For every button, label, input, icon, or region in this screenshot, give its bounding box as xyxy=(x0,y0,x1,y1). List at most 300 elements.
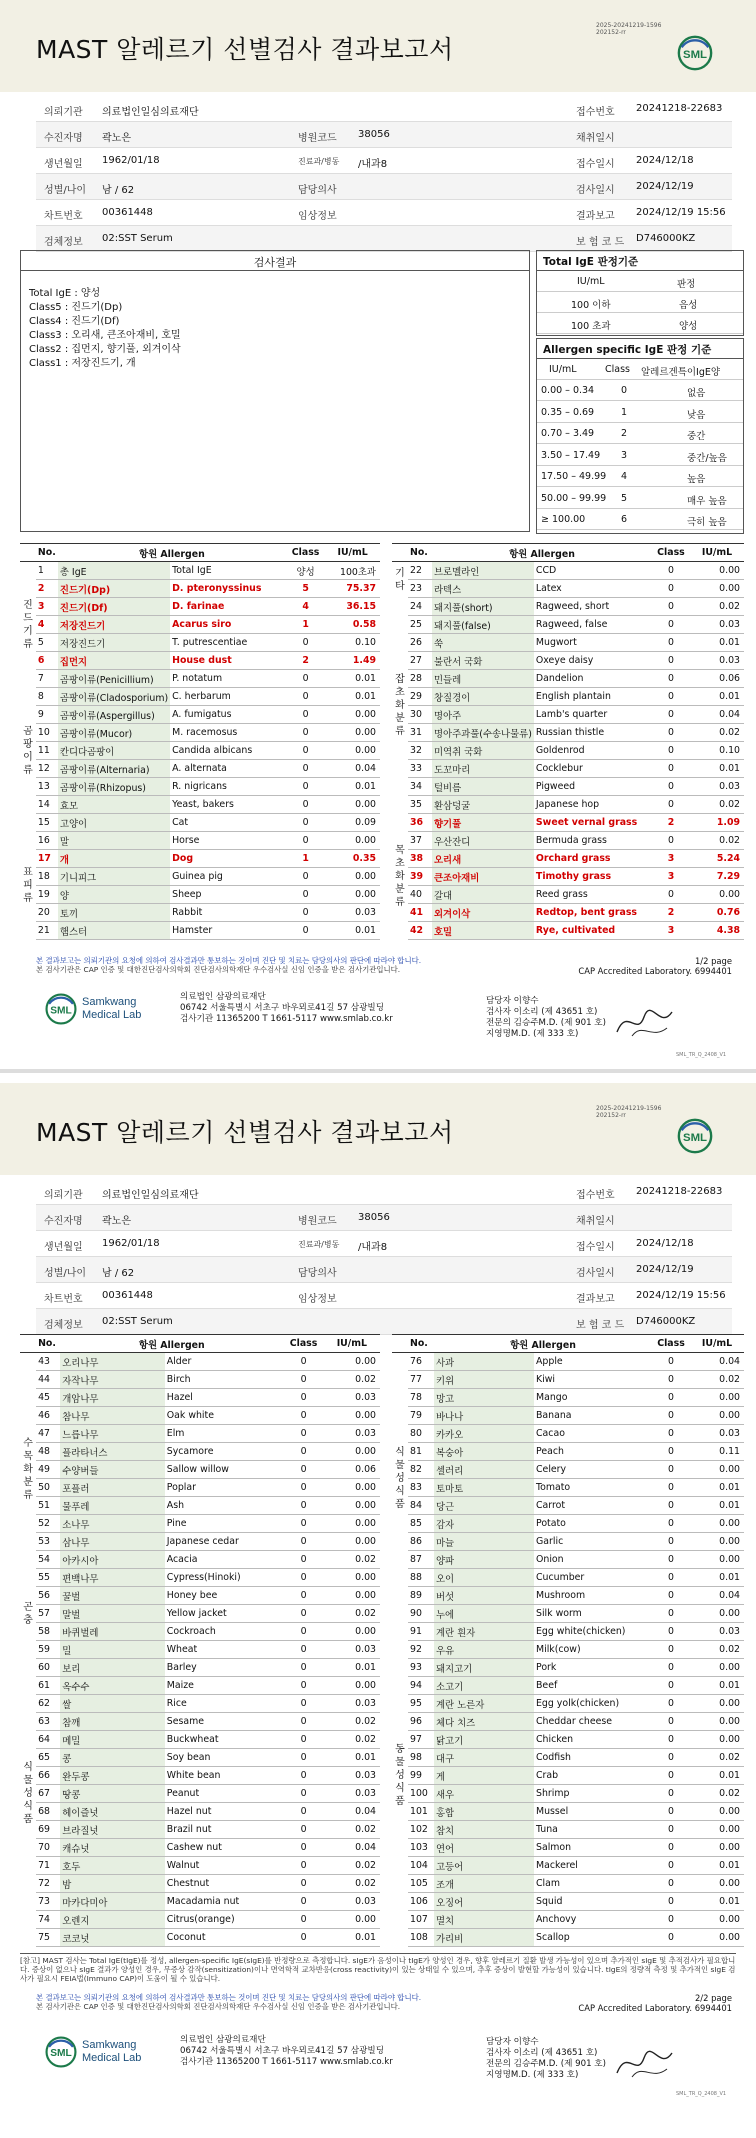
row-iu: 36.15 xyxy=(325,598,380,616)
row-class: 0 xyxy=(283,1533,323,1551)
row-korean-name: 참깨 xyxy=(60,1713,165,1731)
row-english-name: Reed grass xyxy=(534,886,652,904)
signature-icon xyxy=(612,2043,682,2083)
row-iu: 0.00 xyxy=(325,724,380,742)
row-class: 0 xyxy=(283,1461,323,1479)
row-iu: 0.04 xyxy=(324,1839,380,1857)
total-ige-criteria-box xyxy=(536,250,744,336)
row-class: 0 xyxy=(652,1371,690,1389)
row-no: 89 xyxy=(408,1587,434,1605)
specific-ige-row-cell: 매우 높음 xyxy=(687,495,727,507)
row-no: 75 xyxy=(36,1929,60,1947)
row-class: 0 xyxy=(286,886,325,904)
result-line: Class3 : 오리새, 큰조아재비, 호밀 xyxy=(29,330,181,341)
row-no: 106 xyxy=(408,1893,434,1911)
row-iu: 0.00 xyxy=(690,1731,744,1749)
row-no: 64 xyxy=(36,1731,60,1749)
row-class: 0 xyxy=(283,1713,323,1731)
row-english-name: Crab xyxy=(534,1767,652,1785)
row-korean-name: 브로멜라인 xyxy=(432,562,534,580)
row-korean-name: 오렌지 xyxy=(60,1911,165,1929)
row-iu: 0.03 xyxy=(690,652,744,670)
row-iu: 0.02 xyxy=(690,832,744,850)
table-row xyxy=(392,1875,744,1893)
row-korean-name: 큰조아재비 xyxy=(432,868,534,886)
row-iu: 0.00 xyxy=(325,796,380,814)
row-english-name: Hazel xyxy=(165,1389,284,1407)
row-no: 37 xyxy=(408,832,432,850)
row-english-name: Celery xyxy=(534,1461,652,1479)
result-line: Class1 : 저장진드기, 개 xyxy=(29,358,136,369)
table-row xyxy=(20,688,380,706)
row-class: 0 xyxy=(286,742,325,760)
row-no: 63 xyxy=(36,1713,60,1731)
row-english-name: Birch xyxy=(165,1371,284,1389)
row-no: 82 xyxy=(408,1461,434,1479)
row-no: 81 xyxy=(408,1443,434,1461)
table-row xyxy=(20,1623,380,1641)
row-english-name: Dog xyxy=(170,850,286,868)
row-korean-name: 코코넛 xyxy=(60,1929,165,1947)
row-no: 105 xyxy=(408,1875,434,1893)
result-line: Class5 : 진드기(Dp) xyxy=(29,302,123,313)
row-class: 0 xyxy=(652,562,690,580)
table-row xyxy=(20,1929,380,1947)
row-english-name: Goldenrod xyxy=(534,742,652,760)
row-korean-name: 햄스터 xyxy=(58,922,170,940)
header-row: 의뢰기관 의료법인일심의료재단 접수번호 20241218-22683 xyxy=(36,96,732,122)
row-korean-name: 칸디다곰팡이 xyxy=(58,742,170,760)
row-korean-name: 호두 xyxy=(60,1857,165,1875)
form-code: SML_TR_Q_2408_V1 xyxy=(676,2091,727,2097)
row-class: 0 xyxy=(652,1551,690,1569)
row-iu: 0.02 xyxy=(324,1371,380,1389)
row-no: 86 xyxy=(408,1533,434,1551)
row-english-name: Chicken xyxy=(534,1731,652,1749)
row-no: 80 xyxy=(408,1425,434,1443)
row-class: 0 xyxy=(652,1893,690,1911)
row-korean-name: 느릅나무 xyxy=(60,1425,165,1443)
row-no: 59 xyxy=(36,1641,60,1659)
row-iu: 0.04 xyxy=(324,1803,380,1821)
row-english-name: Apple xyxy=(534,1353,652,1371)
row-class: 0 xyxy=(652,760,690,778)
row-english-name: Walnut xyxy=(165,1857,284,1875)
row-korean-name: 체다 치즈 xyxy=(434,1713,534,1731)
row-english-name: Bermuda grass xyxy=(534,832,652,850)
row-english-name: A. alternata xyxy=(170,760,286,778)
row-korean-name: 향기풀 xyxy=(432,814,534,832)
row-iu: 0.01 xyxy=(690,1893,744,1911)
page-title: MAST 알레르기 선별검사 결과보고서 xyxy=(36,35,454,64)
row-class: 2 xyxy=(286,652,325,670)
row-iu: 0.00 xyxy=(325,742,380,760)
row-class: 0 xyxy=(286,868,325,886)
table-row xyxy=(20,1407,380,1425)
category-label xyxy=(392,1353,408,1605)
row-no: 4 xyxy=(36,616,58,634)
row-class: 0 xyxy=(283,1389,323,1407)
row-class: 0 xyxy=(283,1443,323,1461)
svg-text:SML: SML xyxy=(50,1005,72,1017)
table-row xyxy=(392,886,744,904)
row-class: 4 xyxy=(286,598,325,616)
result-line: Total IgE : 양성 xyxy=(29,288,101,299)
row-iu: 0.00 xyxy=(324,1497,380,1515)
row-english-name: Peanut xyxy=(165,1785,284,1803)
row-no: 73 xyxy=(36,1893,60,1911)
row-no: 46 xyxy=(36,1407,60,1425)
row-class: 0 xyxy=(283,1911,323,1929)
total-ige-row xyxy=(537,293,743,313)
row-english-name: Ragweed, short xyxy=(534,598,652,616)
row-no: 41 xyxy=(408,904,432,922)
row-iu: 0.01 xyxy=(325,688,380,706)
header-row: 성별/나이 남 / 62 담당의사 검사일시 2024/12/19 xyxy=(36,174,732,200)
row-english-name: Japanese cedar xyxy=(165,1533,284,1551)
row-class: 0 xyxy=(652,1785,690,1803)
row-class: 0 xyxy=(283,1587,323,1605)
row-class: 0 xyxy=(283,1731,323,1749)
row-iu: 5.24 xyxy=(690,850,744,868)
row-no: 13 xyxy=(36,778,58,796)
row-korean-name: 복숭아 xyxy=(434,1443,534,1461)
row-no: 92 xyxy=(408,1641,434,1659)
table-row xyxy=(392,1479,744,1497)
row-no: 1 xyxy=(36,562,58,580)
table-row xyxy=(392,1749,744,1767)
row-iu: 0.02 xyxy=(690,1371,744,1389)
row-iu: 0.01 xyxy=(690,634,744,652)
table-row xyxy=(392,652,744,670)
table-row xyxy=(392,1911,744,1929)
row-class: 0 xyxy=(283,1497,323,1515)
row-korean-name: 환삼덩굴 xyxy=(432,796,534,814)
row-class: 0 xyxy=(652,1461,690,1479)
row-korean-name: 쌀 xyxy=(60,1695,165,1713)
row-class: 0 xyxy=(286,778,325,796)
row-iu: 0.00 xyxy=(325,706,380,724)
row-no: 84 xyxy=(408,1497,434,1515)
row-class: 0 xyxy=(283,1515,323,1533)
row-english-name: Codfish xyxy=(534,1749,652,1767)
table-row xyxy=(20,1857,380,1875)
specific-ige-row-cell: 17.50 – 49.99 xyxy=(541,471,607,482)
row-english-name: Shrimp xyxy=(534,1785,652,1803)
row-korean-name: 개 xyxy=(58,850,170,868)
row-english-name: Mugwort xyxy=(534,634,652,652)
row-korean-name: 참나무 xyxy=(60,1407,165,1425)
table-row xyxy=(392,1407,744,1425)
table-row xyxy=(392,1659,744,1677)
row-english-name: Cacao xyxy=(534,1425,652,1443)
row-korean-name: 총 IgE xyxy=(58,562,170,580)
table-row xyxy=(392,1587,744,1605)
row-no: 5 xyxy=(36,634,58,652)
row-class: 0 xyxy=(283,1371,323,1389)
row-no: 60 xyxy=(36,1659,60,1677)
row-class: 2 xyxy=(652,904,690,922)
row-korean-name: 플라타너스 xyxy=(60,1443,165,1461)
row-iu: 0.01 xyxy=(325,778,380,796)
row-english-name: Russian thistle xyxy=(534,724,652,742)
row-no: 6 xyxy=(36,652,58,670)
row-english-name: Mackerel xyxy=(534,1857,652,1875)
row-no: 26 xyxy=(408,634,432,652)
row-no: 21 xyxy=(36,922,58,940)
row-class: 0 xyxy=(652,1713,690,1731)
total-ige-row-cell: 음성 xyxy=(679,300,698,311)
specific-ige-row xyxy=(537,381,743,401)
row-no: 23 xyxy=(408,580,432,598)
row-korean-name: 말 xyxy=(58,832,170,850)
row-class: 0 xyxy=(286,724,325,742)
cap-text: CAP Accredited Laboratory. 6994401 xyxy=(578,966,732,976)
table-row xyxy=(20,814,380,832)
row-no: 28 xyxy=(408,670,432,688)
table-row xyxy=(392,1371,744,1389)
row-english-name: Timothy grass xyxy=(534,868,652,886)
row-class: 0 xyxy=(286,670,325,688)
row-class: 0 xyxy=(286,760,325,778)
row-class: 0 xyxy=(652,1731,690,1749)
category-text: 목초화분류 xyxy=(395,845,405,908)
row-english-name: Acacia xyxy=(165,1551,284,1569)
row-no: 93 xyxy=(408,1659,434,1677)
row-english-name: White bean xyxy=(165,1767,284,1785)
specific-ige-row xyxy=(537,403,743,423)
row-no: 42 xyxy=(408,922,432,940)
table-row xyxy=(20,1425,380,1443)
accreditation-note: 본 검사기관은 CAP 인증 및 대한진단검사의학회 진단검사의학재단 우수검사실 신임 인증을 받은 검사기관입니다. xyxy=(36,2002,401,2011)
row-class: 0 xyxy=(652,1605,690,1623)
row-korean-name: 계란 노른자 xyxy=(434,1695,534,1713)
row-class: 0 xyxy=(652,1821,690,1839)
row-korean-name: 캐슈넛 xyxy=(60,1839,165,1857)
row-class: 5 xyxy=(286,580,325,598)
row-english-name: M. racemosus xyxy=(170,724,286,742)
row-class: 0 xyxy=(283,1569,323,1587)
table-row xyxy=(392,850,744,868)
row-no: 24 xyxy=(408,598,432,616)
row-no: 44 xyxy=(36,1371,60,1389)
col-no: No. xyxy=(408,1335,434,1353)
row-no: 66 xyxy=(36,1767,60,1785)
table-row xyxy=(392,1461,744,1479)
row-english-name: Yeast, bakers xyxy=(170,796,286,814)
row-english-name: Potato xyxy=(534,1515,652,1533)
row-english-name: Dandelion xyxy=(534,670,652,688)
row-iu: 0.00 xyxy=(324,1407,380,1425)
row-korean-name: 카카오 xyxy=(434,1425,534,1443)
total-ige-header-cell: 판정 xyxy=(677,279,696,290)
row-english-name: Tuna xyxy=(534,1821,652,1839)
row-korean-name: 꿀벌 xyxy=(60,1587,165,1605)
table-row xyxy=(20,1731,380,1749)
row-korean-name: 편백나무 xyxy=(60,1569,165,1587)
table-row xyxy=(392,832,744,850)
row-korean-name: 곰팡이류(Cladosporium) xyxy=(58,688,170,706)
row-iu: 0.02 xyxy=(690,1641,744,1659)
row-class: 0 xyxy=(652,1929,690,1947)
row-korean-name: 완두콩 xyxy=(60,1767,165,1785)
row-english-name: Brazil nut xyxy=(165,1821,284,1839)
row-class: 0 xyxy=(283,1749,323,1767)
row-iu: 0.01 xyxy=(690,1767,744,1785)
row-class: 3 xyxy=(652,922,690,940)
table-row xyxy=(392,1443,744,1461)
table-row xyxy=(392,1425,744,1443)
row-english-name: Anchovy xyxy=(534,1911,652,1929)
row-iu: 0.01 xyxy=(324,1749,380,1767)
row-english-name: Soy bean xyxy=(165,1749,284,1767)
row-korean-name: 가리비 xyxy=(434,1929,534,1947)
row-iu: 0.03 xyxy=(324,1425,380,1443)
row-no: 40 xyxy=(408,886,432,904)
col-iu: IU/mL xyxy=(324,1335,380,1353)
row-english-name: Maize xyxy=(165,1677,284,1695)
category-text: 곰팡이류 xyxy=(23,725,33,776)
table-row xyxy=(392,1623,744,1641)
category-label xyxy=(392,598,408,814)
table-row xyxy=(392,1713,744,1731)
row-korean-name: 우산잔디 xyxy=(432,832,534,850)
row-class: 0 xyxy=(652,1767,690,1785)
row-iu: 0.00 xyxy=(324,1533,380,1551)
row-korean-name: 토마토 xyxy=(434,1479,534,1497)
row-no: 77 xyxy=(408,1371,434,1389)
table-header-row xyxy=(20,544,380,562)
row-iu: 0.58 xyxy=(325,616,380,634)
table-row xyxy=(392,1677,744,1695)
row-korean-name: 사과 xyxy=(434,1353,534,1371)
category-label xyxy=(392,562,408,598)
specific-ige-row-cell: 3.50 – 17.49 xyxy=(541,449,601,461)
row-iu: 0.06 xyxy=(690,670,744,688)
col-allergen: 항원 Allergen xyxy=(432,544,652,562)
row-iu: 0.00 xyxy=(690,1515,744,1533)
row-iu: 0.00 xyxy=(324,1515,380,1533)
row-english-name: Mushroom xyxy=(534,1587,652,1605)
specific-ige-row-cell: 0.00 – 0.34 xyxy=(541,385,595,396)
table-row xyxy=(20,760,380,778)
row-no: 54 xyxy=(36,1551,60,1569)
row-korean-name: 보리 xyxy=(60,1659,165,1677)
row-class: 0 xyxy=(652,1695,690,1713)
row-english-name: Carrot xyxy=(534,1497,652,1515)
col-allergen: 항원 Allergen xyxy=(60,1335,283,1353)
row-class: 0 xyxy=(286,922,325,940)
row-english-name: D. pteronyssinus xyxy=(170,580,286,598)
row-english-name: Rabbit xyxy=(170,904,286,922)
row-korean-name: 우유 xyxy=(434,1641,534,1659)
allergen-table-right xyxy=(392,543,744,940)
row-iu: 0.02 xyxy=(690,598,744,616)
page-title: MAST 알레르기 선별검사 결과보고서 xyxy=(36,1118,454,1147)
row-iu: 0.01 xyxy=(690,1497,744,1515)
table-row xyxy=(392,1785,744,1803)
row-korean-name: 돼지풀(short) xyxy=(432,598,534,616)
row-class: 0 xyxy=(652,688,690,706)
row-class: 0 xyxy=(652,616,690,634)
row-korean-name: 고양이 xyxy=(58,814,170,832)
row-class: 0 xyxy=(286,814,325,832)
table-row xyxy=(20,1767,380,1785)
row-korean-name: 곰팡이류(Penicillium) xyxy=(58,670,170,688)
col-category xyxy=(20,1335,36,1353)
row-no: 39 xyxy=(408,868,432,886)
row-iu: 0.00 xyxy=(690,1533,744,1551)
table-row xyxy=(392,1389,744,1407)
row-iu: 0.00 xyxy=(324,1353,380,1371)
header-row: 차트번호 00361448 임상정보 결과보고 2024/12/19 15:56 xyxy=(36,200,732,226)
table-row xyxy=(20,1371,380,1389)
table-row xyxy=(392,1497,744,1515)
row-class: 0 xyxy=(283,1821,323,1839)
row-english-name: Yellow jacket xyxy=(165,1605,284,1623)
row-class: 0 xyxy=(652,1659,690,1677)
row-korean-name: 소나무 xyxy=(60,1515,165,1533)
table-row xyxy=(20,1749,380,1767)
row-english-name: Oak white xyxy=(165,1407,284,1425)
row-iu: 0.00 xyxy=(690,1551,744,1569)
row-class: 0 xyxy=(652,742,690,760)
row-no: 35 xyxy=(408,796,432,814)
table-row xyxy=(20,1839,380,1857)
row-korean-name: 호밀 xyxy=(432,922,534,940)
row-korean-name: 토끼 xyxy=(58,904,170,922)
row-korean-name: 말벌 xyxy=(60,1605,165,1623)
table-row xyxy=(20,1551,380,1569)
row-iu: 0.00 xyxy=(324,1569,380,1587)
company-name-2: Medical Lab xyxy=(82,1009,142,1021)
table-row xyxy=(20,652,380,670)
row-no: 14 xyxy=(36,796,58,814)
row-no: 15 xyxy=(36,814,58,832)
row-iu: 0.00 xyxy=(690,1389,744,1407)
row-iu: 0.01 xyxy=(690,1857,744,1875)
row-korean-name: 미역취 국화 xyxy=(432,742,534,760)
row-no: 65 xyxy=(36,1749,60,1767)
table-row xyxy=(392,1839,744,1857)
row-english-name: Barley xyxy=(165,1659,284,1677)
row-class: 0 xyxy=(652,1911,690,1929)
row-korean-name: 조개 xyxy=(434,1875,534,1893)
row-iu: 0.02 xyxy=(324,1731,380,1749)
table-row xyxy=(392,1569,744,1587)
row-no: 43 xyxy=(36,1353,60,1371)
row-class: 0 xyxy=(652,1353,690,1371)
row-iu: 0.02 xyxy=(324,1605,380,1623)
specific-ige-row-cell: 4 xyxy=(621,471,628,482)
row-english-name: Milk(cow) xyxy=(534,1641,652,1659)
signers: 담당자 이향수 검사자 이소리 (제 43651 호) 전문의 김승주M.D. (제 901 호) 지영명M.D. (제 333 호) xyxy=(486,996,606,1039)
table-row xyxy=(20,1443,380,1461)
row-korean-name: 곰팡이류(Mucor) xyxy=(58,724,170,742)
row-no: 45 xyxy=(36,1389,60,1407)
table-row xyxy=(20,1821,380,1839)
row-class: 0 xyxy=(652,778,690,796)
row-no: 96 xyxy=(408,1713,434,1731)
row-korean-name: 도꼬마리 xyxy=(432,760,534,778)
row-english-name: Rice xyxy=(165,1695,284,1713)
doc-id-line: 202152-rr xyxy=(596,29,626,36)
total-ige-header xyxy=(537,272,743,292)
row-iu: 0.00 xyxy=(690,1713,744,1731)
row-no: 87 xyxy=(408,1551,434,1569)
category-label xyxy=(20,670,36,832)
category-text: 수목화분류 xyxy=(23,1438,33,1502)
